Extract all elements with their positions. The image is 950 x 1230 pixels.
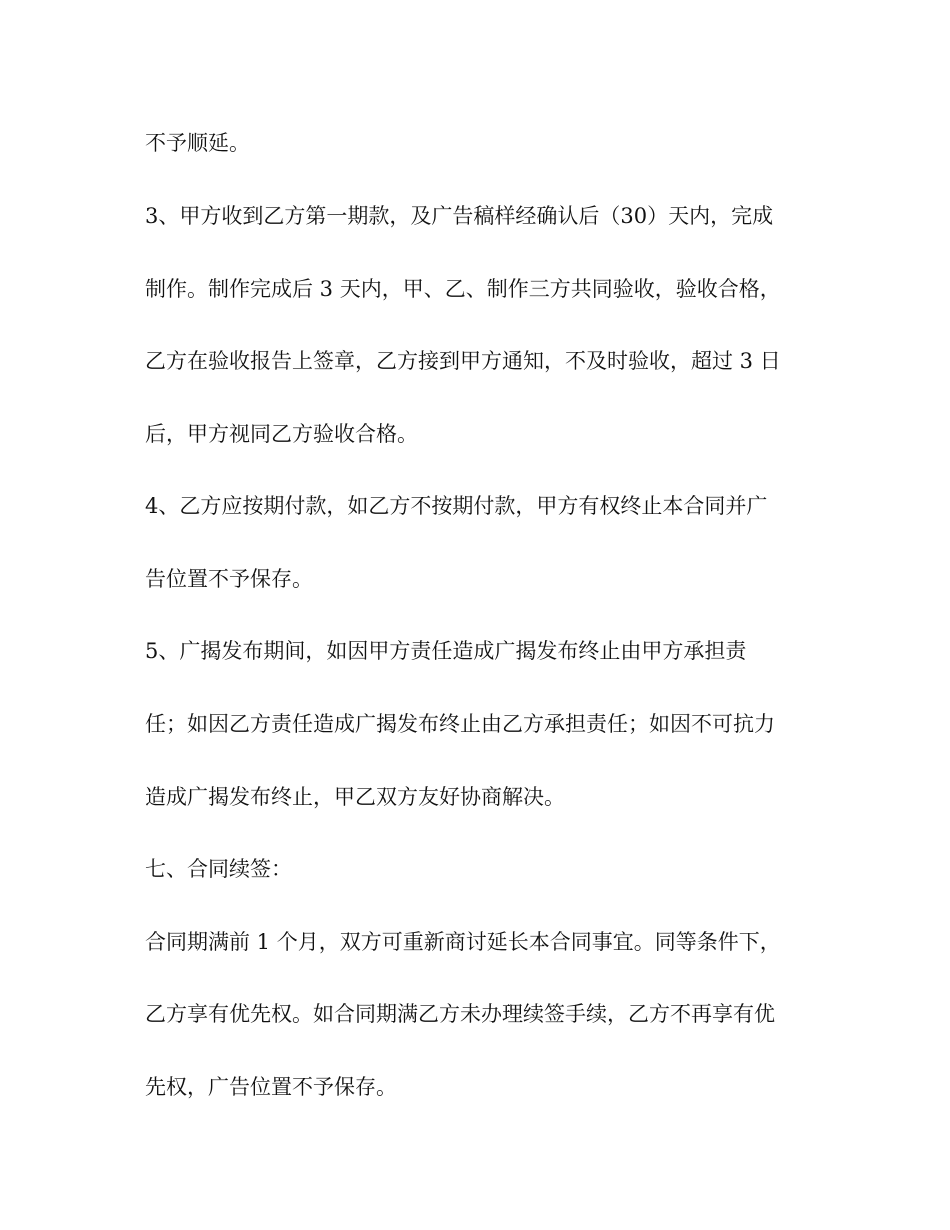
text-line: 4、乙方应按期付款，如乙方不按期付款，甲方有权终止本合同并广 (145, 494, 768, 518)
section-heading: 七、合同续签： (145, 857, 292, 881)
text-line: 先权，广告位置不予保存。 (145, 1075, 397, 1099)
text-line: 乙方享有优先权。如合同期满乙方未办理续签手续，乙方不再享有优 (145, 1002, 775, 1026)
text-line: 合同期满前 1 个月，双方可重新商讨延长本合同事宜。同等条件下， (145, 930, 781, 954)
text-line: 3、甲方收到乙方第一期款，及广告稿样经确认后（30）天内，完成 (145, 204, 774, 228)
text-line: 制作。制作完成后 3 天内，甲、乙、制作三方共同验收，验收合格， (145, 277, 781, 301)
text-line: 5、广揭发布期间，如因甲方责任造成广揭发布终止由甲方承担责 (145, 639, 747, 663)
text-line: 任；如因乙方责任造成广揭发布终止由乙方承担责任；如因不可抗力 (145, 712, 775, 736)
text-line: 乙方在验收报告上签章，乙方接到甲方通知，不及时验收，超过 3 日 (145, 349, 781, 373)
text-line: 不予顺延。 (145, 131, 250, 155)
text-line: 后，甲方视同乙方验收合格。 (145, 422, 418, 446)
text-line: 造成广揭发布终止，甲乙双方友好协商解决。 (145, 785, 565, 809)
text-line: 告位置不予保存。 (145, 567, 313, 591)
